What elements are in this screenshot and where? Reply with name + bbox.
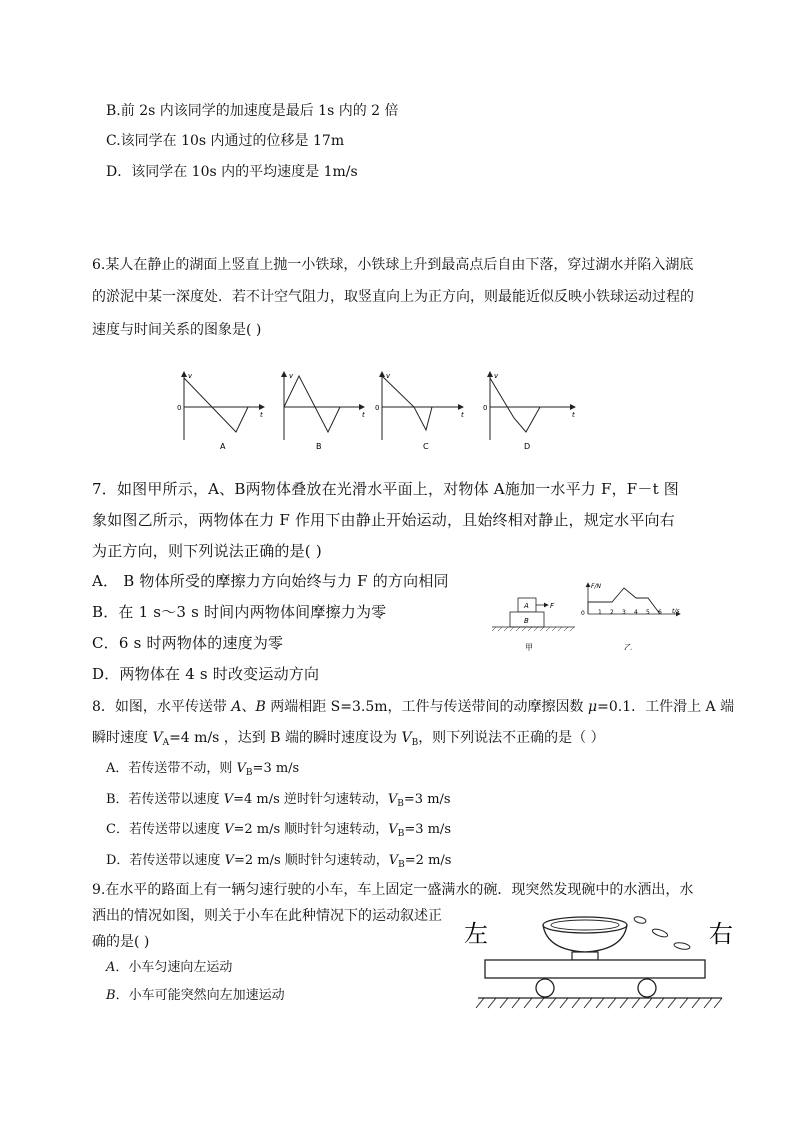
- q7-option-d: D．两物体在 4 s 时改变运动方向: [92, 665, 320, 683]
- right-label: 右: [709, 920, 733, 948]
- q6-graph-a-v-label: v: [188, 372, 193, 380]
- q6-graph-a: [177, 372, 264, 451]
- q6-vt-graphs: [170, 368, 590, 458]
- q6-graph-b: [284, 372, 365, 451]
- q8-option-b: B．若传送带以速度 V=4 m/s 逆时针匀速转动，$V_B=3$ m/s: [106, 792, 451, 809]
- yi-tick-4: 4: [634, 609, 638, 616]
- q6-graph-c-label: C: [423, 442, 429, 451]
- force-label: F: [550, 602, 555, 610]
- q9-line-3: 确的是( ): [92, 934, 150, 950]
- q7-line-2: 象如图乙所示，两物体在力 F 作用下由静止开始运动，且始终相对静止，规定水平向右: [92, 511, 675, 529]
- cart-wheel-left: [536, 979, 554, 997]
- q6-graph-b-t-label: t: [362, 411, 365, 419]
- q6-graph-d-origin: 0: [483, 404, 488, 412]
- block-b-label: B: [524, 617, 529, 625]
- q9-option-b: B．小车可能突然向左加速运动: [106, 988, 285, 1003]
- q5-option-d: D．该同学在 10s 内的平均速度是 1m/s: [106, 164, 358, 180]
- q8-option-d: D．若传送带以速度 V=2 m/s 顺时针匀速转动，$V_B=2$ m/s: [106, 853, 452, 870]
- q6-graph-d-label: D: [524, 442, 531, 451]
- q7-option-b: B．在 1 s～3 s 时间内两物体间摩擦力为零: [92, 603, 387, 621]
- bowl: [543, 917, 627, 960]
- q6-graph-a-label: A: [220, 442, 226, 451]
- q8-option-a: A．若传送带不动，则 $V_B=3$ m/s: [106, 761, 300, 778]
- q7-line-3: 为正方向，则下列说法正确的是( ): [92, 542, 322, 560]
- q6-graph-c-v-label: v: [386, 372, 391, 380]
- water-drops: [633, 916, 690, 951]
- q8-line-2: 瞬时速度 $V_A=4$ m/s ，达到 B 端的瞬时速度设为 $V_B$，则下列说法不正确的是（ ）: [92, 730, 605, 748]
- cart-body: [485, 960, 705, 978]
- q6-graph-c-t-label: t: [461, 411, 464, 419]
- left-label: 左: [464, 920, 488, 948]
- yi-xlabel: t/s: [672, 608, 680, 615]
- yi-tick-5: 5: [646, 609, 650, 616]
- q6-line-1: 6.某人在静止的湖面上竖直上抛一小铁球，小铁球上升到最高点后自由下落，穿过湖水并陷入湖底: [92, 257, 694, 273]
- fig-yi-caption: 乙: [624, 643, 632, 650]
- yi-ylabel: F/N: [591, 583, 601, 590]
- q7-figure-jia: [490, 593, 580, 655]
- q7-option-c: C．6 s 时两物体的速度为零: [92, 634, 284, 652]
- q6-graph-c: [375, 372, 464, 451]
- q7-figure-yi: [576, 580, 686, 650]
- q5-option-b: B.前 2s 内该同学的加速度是最后 1s 内的 2 倍: [106, 103, 399, 119]
- yi-tick-3: 3: [622, 609, 626, 616]
- q6-graph-a-t-label: t: [260, 411, 263, 419]
- q8-option-c: C．若传送带以速度 V=2 m/s 顺时针匀速转动，$V_B=3$ m/s: [106, 822, 451, 839]
- q6-graph-d: [483, 372, 575, 451]
- q7-option-a: A． B 物体所受的摩擦力方向始终与力 F 的方向相同: [92, 572, 449, 590]
- q6-line-3: 速度与时间关系的图象是( ): [92, 322, 262, 338]
- q6-line-2: 的淤泥中某一深度处．若不计空气阻力，取竖直向上为正方向，则最能近似反映小铁球运动过程的: [92, 289, 694, 305]
- q9-option-a: A．小车匀速向左运动: [106, 960, 233, 975]
- yi-tick-1: 1: [598, 609, 602, 616]
- q7-line-1: 7．如图甲所示，A、B两物体叠放在光滑水平面上，对物体 A施加一水平力 F，F－t 图: [92, 480, 679, 498]
- q6-graph-b-v-label: v: [289, 372, 294, 380]
- q6-graph-b-label: B: [316, 442, 322, 451]
- q9-cart-figure: [460, 910, 750, 1012]
- yi-tick-2: 2: [610, 609, 614, 616]
- q6-graph-c-origin: 0: [375, 404, 380, 412]
- cart-wheel-right: [638, 979, 656, 997]
- q8-line-1: 8．如图，水平传送带 A、B 两端相距 S=3.5m，工件与传送带间的动摩擦因数 μ=0.1．工件滑上 A 端: [92, 699, 735, 715]
- q6-graph-d-t-label: t: [572, 411, 575, 419]
- q6-graph-a-origin: 0: [177, 404, 182, 412]
- q9-line-2: 洒出的情况如图，则关于小车在此种情况下的运动叙述正: [92, 908, 442, 924]
- q5-option-c: C.该同学在 10s 内通过的位移是 17m: [106, 133, 345, 149]
- fig-jia-caption: 甲: [525, 643, 533, 652]
- yi-origin: 0: [581, 610, 585, 617]
- block-a-label: A: [524, 602, 529, 610]
- q6-graph-d-v-label: v: [494, 372, 499, 380]
- yi-tick-6: 6: [658, 609, 662, 616]
- q9-line-1: 9.在水平的路面上有一辆匀速行驶的小车，车上固定一盛满水的碗．现突然发现碗中的水洒出，水: [92, 882, 694, 898]
